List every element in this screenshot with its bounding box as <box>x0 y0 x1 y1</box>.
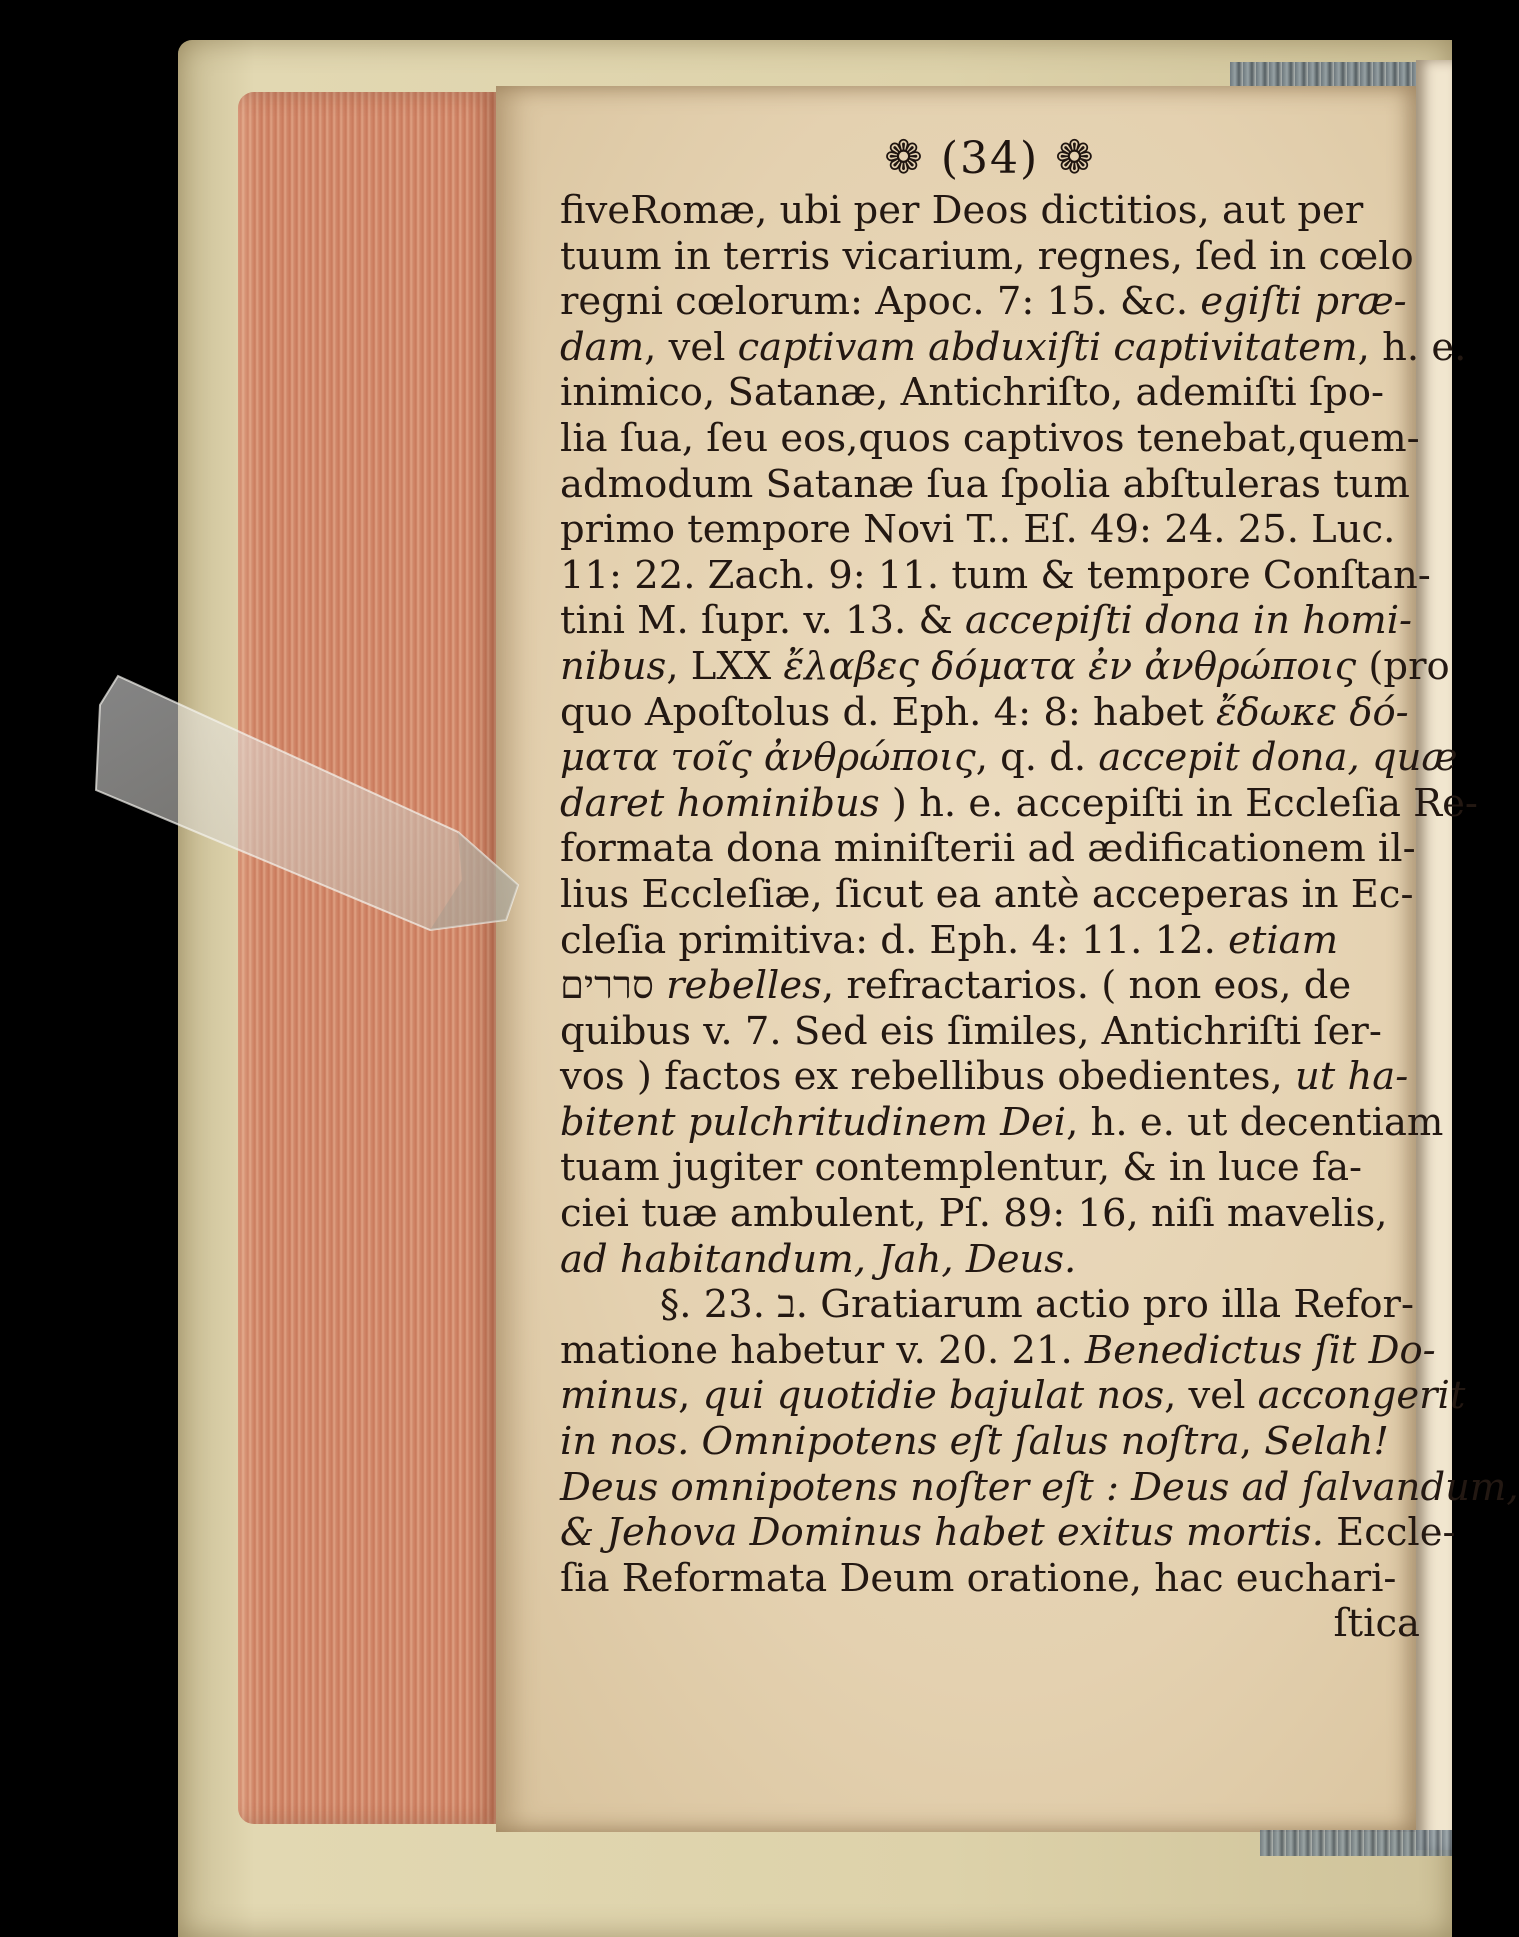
roman-text: quibus v. 7. Sed eis ſimiles, Antichriſti ſer- <box>560 1008 1382 1054</box>
roman-text: , LXX <box>666 643 784 689</box>
roman-text: ciei tuæ ambulent, Pſ. 89: 16, niſi mavelis, <box>560 1191 1388 1237</box>
italic-text: minus <box>560 1373 679 1419</box>
italic-text: ἔδωκε δό- <box>1215 689 1409 735</box>
roman-text: tuam jugiter contemplentur, & in luce fa- <box>560 1145 1363 1191</box>
roman-text: primo tempore Novi T.. Eſ. 49: 24. 25. Luc. <box>560 507 1396 553</box>
roman-text: ſia Reformata Deum oratione, hac euchari- <box>560 1555 1397 1601</box>
roman-text: lia ſua, ſeu eos,quos captivos tenebat,quem- <box>560 415 1420 461</box>
red-page-edges <box>238 92 506 1824</box>
roman-text: quo Apoſtolus d. Eph. 4: 8: habet <box>560 689 1216 735</box>
text-line <box>560 324 1467 371</box>
text-line <box>560 1327 1436 1374</box>
text-line <box>560 918 1420 964</box>
italic-text: & Jehova Dominus habet exitus mortis. <box>560 1510 1324 1556</box>
spine-bottom-edge <box>1260 1830 1452 1856</box>
roman-text: (pro <box>1356 643 1450 689</box>
text-line <box>560 1282 1420 1328</box>
italic-text: ut ha- <box>1294 1054 1409 1100</box>
italic-text: daret hominibus <box>560 780 880 826</box>
italic-text: in nos. Omnipotens eſt ſalus noſtra <box>560 1419 1240 1465</box>
roman-text: , vel <box>644 324 738 370</box>
text-line <box>560 507 1420 553</box>
italic-text: ad habitandum, Jah, Deus. <box>560 1236 1077 1282</box>
page-number: (34) <box>940 133 1040 184</box>
italic-text: ἔλαβες δόματα ἐν ἀνθρώποις <box>783 643 1357 689</box>
text-line <box>560 279 1420 325</box>
roman-text: , h. e. <box>1357 324 1467 370</box>
italic-text: bitent pulchritudinem Dei <box>560 1099 1067 1145</box>
italic-text: egiſti præ- <box>1200 279 1407 325</box>
text-line <box>560 1191 1420 1237</box>
roman-text: ſtica <box>1333 1601 1420 1647</box>
roman-text: ) h. e. accepiſti in Eccleſia Re- <box>879 780 1478 826</box>
roman-text: tuum in terris vicarium, regnes, ſed in cœlo <box>560 233 1414 279</box>
text-line <box>560 1237 1420 1283</box>
roman-text: , <box>678 1373 703 1419</box>
italic-text: rebelles <box>666 963 822 1009</box>
italic-text: captivam abduxiſti captivitatem <box>737 324 1358 370</box>
roman-text: , q. d. <box>975 735 1099 781</box>
roman-text: , h. e. ut decentiam <box>1066 1099 1444 1145</box>
italic-text: accepit dona, quæ <box>1098 735 1458 781</box>
text-line <box>560 598 1420 644</box>
page-header <box>560 128 1420 188</box>
text-line <box>560 416 1420 462</box>
text-line <box>560 1601 1420 1647</box>
italic-text: Selah! <box>1264 1419 1389 1465</box>
roman-text: admodum Satanæ ſua ſpolia abſtuleras tum <box>560 461 1410 507</box>
italic-text: Benedictus ſit Do- <box>1084 1327 1436 1373</box>
roman-text: , vel <box>1164 1373 1258 1419</box>
text-line <box>560 872 1420 918</box>
text-line <box>560 234 1420 280</box>
text-line <box>560 643 1450 690</box>
text-line <box>560 1419 1420 1465</box>
italic-text: accepiſti dona in homi- <box>965 598 1413 644</box>
text-line <box>560 370 1420 416</box>
roman-text: 11: 22. Zach. 9: 11. tum & tempore Conſtan- <box>560 552 1431 598</box>
text-lines <box>560 188 1519 1647</box>
roman-text: Eccle- <box>1323 1510 1456 1556</box>
roman-text: lius Eccleſiæ, ſicut ea antè acceperas in Ec- <box>560 871 1414 917</box>
text-line <box>560 1464 1519 1511</box>
roman-text: cleſia primitiva: d. Eph. 4: 11. 12. <box>560 917 1229 963</box>
roman-text: matione habetur v. 20. 21. <box>560 1327 1085 1373</box>
fleuron-left-icon: ❁ <box>884 130 925 184</box>
italic-text: qui quotidie bajulat nos <box>702 1373 1165 1419</box>
italic-text: etiam <box>1228 917 1339 963</box>
roman-text: §. 23. ב. Gratiarum actio pro illa Refor- <box>660 1282 1414 1328</box>
text-line <box>560 1510 1456 1556</box>
text-line <box>560 1009 1420 1055</box>
roman-text: סררים <box>560 963 667 1009</box>
text-line <box>560 1556 1420 1602</box>
italic-text: Deus omnipotens noſter eſt : Deus ad ſalvandum, <box>560 1464 1519 1510</box>
text-line <box>560 552 1431 599</box>
roman-text: vos ) factos ex rebellibus obedientes, <box>560 1054 1295 1100</box>
text-line <box>560 1373 1466 1419</box>
fleuron-right-icon: ❁ <box>1055 130 1096 184</box>
text-line <box>560 780 1478 827</box>
text-line <box>560 735 1458 781</box>
roman-text: , refractarios. ( non eos, de <box>821 963 1352 1009</box>
text-line <box>560 188 1420 234</box>
text-line <box>560 462 1420 508</box>
text-line <box>560 1099 1444 1146</box>
roman-text: , <box>1239 1419 1265 1465</box>
italic-text: accongerit <box>1257 1373 1466 1419</box>
italic-text: nibus <box>560 643 667 689</box>
italic-text: dam <box>560 324 645 370</box>
roman-text: tini M. ſupr. v. 13. & <box>560 598 966 644</box>
roman-text: inimico, Satanæ, Antichriſto, ademiſti ſpo- <box>560 370 1385 416</box>
text-line <box>560 1145 1420 1191</box>
text-line <box>560 963 1420 1009</box>
roman-text: formata dona miniſterii ad ædificationem il- <box>560 826 1416 872</box>
roman-text: fiveRomæ, ubi per Deos dictitios, aut per <box>560 188 1364 233</box>
page-text <box>560 128 1519 1647</box>
text-line <box>560 826 1420 872</box>
text-line <box>560 690 1420 736</box>
text-line <box>560 1054 1420 1100</box>
italic-text: ματα τοῖς ἀνθρώποις <box>560 735 976 781</box>
roman-text: regni cœlorum: Apoc. 7: 15. &c. <box>560 279 1201 325</box>
